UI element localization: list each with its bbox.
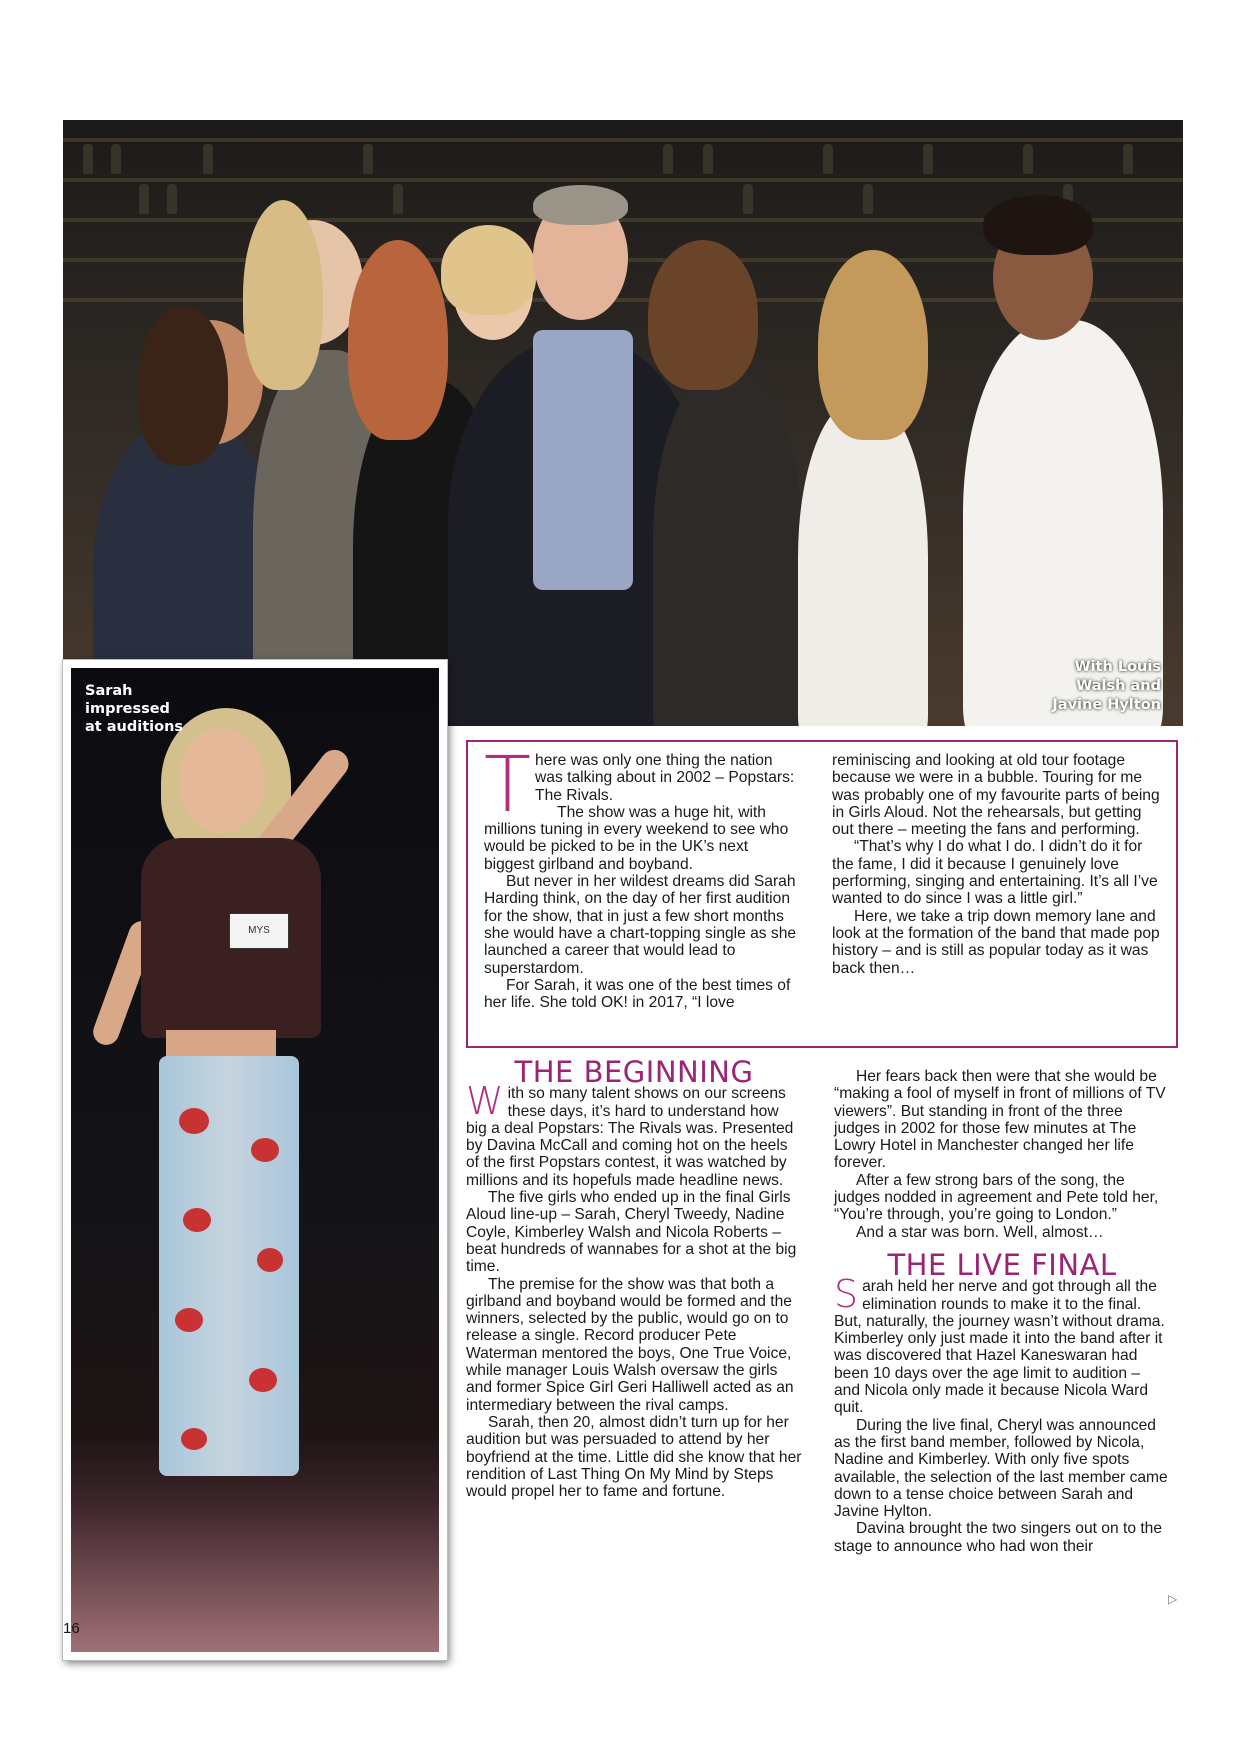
intro-paragraph: But never in her wildest dreams did Sarah Harding think, on the day of her first audition for the show, that in just a few short months she would have a chart-topping single as she launched a career that would lead to superstardom.	[484, 873, 797, 977]
person-hair	[648, 240, 758, 390]
audition-photo-frame	[63, 660, 447, 1660]
person-hair	[441, 225, 536, 315]
person-hair	[348, 240, 448, 440]
body-paragraph: And a star was born. Well, almost…	[856, 1223, 1104, 1241]
person-shirt	[533, 330, 633, 590]
body-paragraph: arah held her nerve and got through all the elimination rounds to make it to the final. But, naturally, the journey wasn’t without drama. Kimberley only just made it into the band after it was discovered that Hazel Kaneswaran had been 10 days over the age limit to audition – and Nicola only made it because Nicola Ward quit.	[834, 1278, 1165, 1417]
person-silhouette	[653, 370, 803, 726]
body-paragraph: Sarah, then 20, almost didn’t turn up for her audition but was persuaded to attend by her boyfriend at the time. Little did she know that her rendition of Last Thing On My Mind by Steps would propel her to fame and fortune.	[466, 1413, 802, 1501]
intro-paragraph: Here, we take a trip down memory lane and look at the formation of the band that made pop history – and is still as popular today as it was back then…	[832, 907, 1160, 977]
body-paragraph: During the live final, Cheryl was announced as the first band member, followed by Nicola, Nadine and Kimberley. With only five spots available, the selection of the last member came down to a tense choice between Sarah and Javine Hylton.	[834, 1416, 1168, 1521]
group-photo	[63, 120, 1183, 726]
stage-floor	[71, 1498, 439, 1652]
person-hair	[243, 200, 323, 390]
body-paragraph: ith so many talent shows on our screens these days, it’s hard to understand how big a deal Popstars: The Rivals was. Presented by Davina McCall and coming hot on the heels of the first Popstars contest, it was watched by millions and its hopefuls made headline news.	[466, 1085, 794, 1189]
intro-paragraph: For Sarah, it was one of the best times of her life. She told OK! in 2017, “I love	[484, 976, 791, 1012]
person-hair	[983, 195, 1093, 255]
caption-line: Javine Hylton	[1052, 697, 1161, 713]
section-heading-live-final: THE LIVE FINAL	[887, 1247, 1117, 1282]
intro-paragraph: The show was a huge hit, with millions tuning in every weekend to see who would be picked to be in the UK’s next biggest girlband and boyband.	[484, 803, 789, 873]
caption-line: impressed	[85, 701, 170, 717]
person-silhouette	[798, 400, 928, 726]
caption-line: Walsh and	[1076, 678, 1161, 694]
audition-photo	[71, 668, 439, 1652]
continue-arrow-icon: ▷	[1168, 1592, 1178, 1606]
audition-number-badge: MYS	[229, 913, 289, 949]
flower-print	[251, 1138, 279, 1162]
body-paragraph: Her fears back then were that she would be “making a fool of myself in front of millions of TV viewers”. But standing in front of the three judges in 2002 for those few minutes at The Lowry Hotel in Manchester changed her life forever.	[834, 1068, 1166, 1172]
flower-print	[175, 1308, 203, 1332]
body-paragraph: The five girls who ended up in the final Girls Aloud line-up – Sarah, Cheryl Tweedy, Nadine Coyle, Kimberley Walsh and Nicola Roberts – beat hundreds of wannabes for a shot at the big time.	[466, 1189, 797, 1276]
body-paragraph: Davina brought the two singers out on to the stage to announce who had won their	[834, 1520, 1163, 1555]
section-heading-beginning: THE BEGINNING	[514, 1055, 754, 1089]
flower-print	[179, 1108, 209, 1134]
person-hair	[138, 305, 228, 465]
flower-print	[183, 1208, 211, 1232]
flower-print	[257, 1248, 283, 1272]
beginning-column	[466, 1055, 802, 1501]
intro-paragraph: here was only one thing the nation was talking about in 2002 – Popstars: The Rivals.	[535, 752, 795, 804]
person-head	[179, 728, 264, 833]
body-paragraph: The premise for the show was that both a girlband and boyband would be formed and the winners, selected by the public, would go on to release a single. Record producer Pete Waterman mentored the boys, One True Voice, while manager Louis Walsh oversaw the girls and former Spice Girl Geri Halliwell acted as an intermediary between the rival camps.	[466, 1275, 794, 1414]
live-final-dropcap: S	[834, 1272, 859, 1317]
beginning-dropcap: W	[466, 1079, 504, 1124]
caption-line: Sarah	[85, 683, 133, 699]
flower-print	[249, 1368, 277, 1392]
right-column	[834, 1068, 1170, 1555]
top-photo-caption	[1052, 658, 1161, 715]
person-hair	[533, 185, 628, 225]
body-paragraph: After a few strong bars of the song, the judges nodded in agreement and Pete told her, “You’re through, you’re going to London.”	[834, 1171, 1159, 1224]
intro-paragraph: “That’s why I do what I do. I didn’t do it for the fame, I did it because I genuinely love performing, singing and entertaining. It’s all I’ve wanted to do since I was a little girl.”	[832, 838, 1158, 908]
intro-paragraph: reminiscing and looking at old tour footage because we were in a bubble. Touring for me was probably one of my favourite parts of being in Girls Aloud. Not the rehearsals, but getting out there – meeting the fans and performing.	[832, 752, 1160, 839]
caption-line: With Louis	[1074, 659, 1161, 675]
person-hair	[818, 250, 928, 440]
page-number: 16	[63, 1620, 80, 1637]
flower-print	[181, 1428, 207, 1450]
audition-photo-caption	[85, 682, 183, 736]
caption-line: at auditions	[85, 719, 184, 735]
intro-column-1	[484, 741, 800, 1012]
intro-dropcap: T	[484, 741, 532, 830]
intro-column-2	[832, 752, 1162, 977]
